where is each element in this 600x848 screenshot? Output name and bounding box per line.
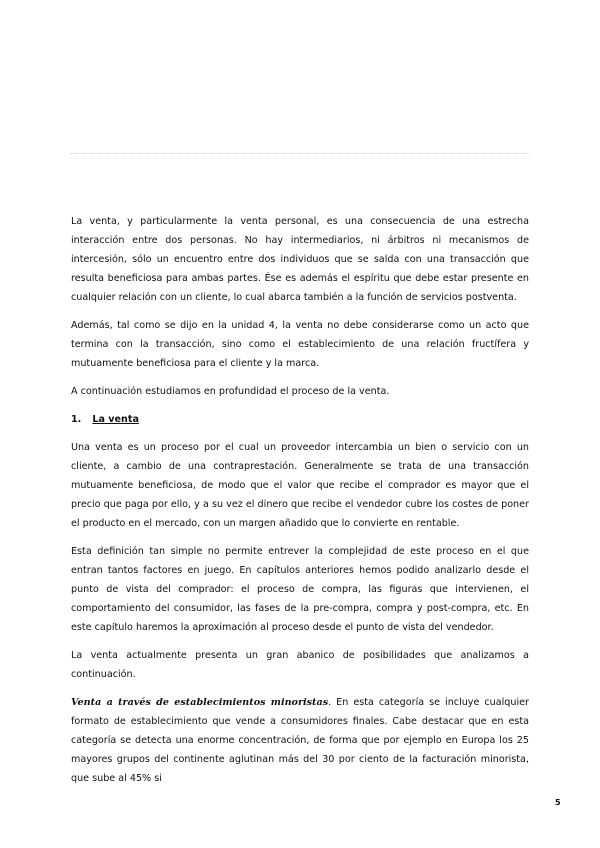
retail-lead: Venta a través de establecimientos minoristas — [71, 697, 329, 708]
retail-text: . En esta categoría se incluye cualquier formato de establecimiento que vende a consumidores finales. Cabe destacar que en esta categoría se detecta una enorme concentración, de forma que por ejemplo en Europa los 25 mayores grupos del continente aglutinan más del 30 por ciento de la facturación minorista, que sube al 45% si — [71, 697, 529, 784]
section-paragraph-3: La venta actualmente presenta un gran abanico de posibilidades que analizamos a continuación. — [71, 650, 529, 680]
intro-paragraph-3: A continuación estudiamos en profundidad el proceso de la venta. — [71, 386, 390, 397]
section-paragraph-2: Esta definición tan simple no permite entrever la complejidad de este proceso en el que entran tantos factores en juego. En capítulos anteriores hemos podido analizarlo desde el punto de vista del comprador: el proceso de compra, las figuras que intervienen, el comportamiento del consumidor, las fases de la pre-compra, compra y post-compra, etc. En este capítulo haremos la aproximación al proceso desde el punto de vista del vendedor. — [71, 546, 529, 633]
section-paragraph-1: Una venta es un proceso por el cual un proveedor intercambia un bien o servicio con un cliente, a cambio de una contraprestación. Generalmente se trata de una transacción mutuamente beneficiosa, de modo que el valor que recibe el comprador es mayor que el precio que paga por ello, y a su vez el dinero que recibe el vendedor cubre los costes de poner el producto en el mercado, con un margen añadido que lo convierte en rentable. — [71, 442, 529, 529]
retail-paragraph — [71, 693, 529, 788]
intro-paragraph-2: Además, tal como se dijo en la unidad 4, la venta no debe considerarse como un acto que termina con la transacción, sino como el establecimiento de una relación fructífera y mutuamente beneficiosa para el cliente y la marca. — [71, 320, 529, 369]
header-divider — [70, 153, 530, 154]
page-number: 5 — [555, 798, 561, 807]
section-title: La venta — [92, 414, 139, 425]
document-body — [71, 212, 529, 797]
section-heading — [71, 410, 529, 429]
intro-paragraph-1: La venta, y particularmente la venta personal, es una consecuencia de una estrecha interacción entre dos personas. No hay intermediarios, ni árbitros ni mecanismos de intercesión, sólo un encuentro entre dos individuos que se salda con una transacción que resulta beneficiosa para ambas partes. Ése es además el espíritu que debe estar presente en cualquier relación con un cliente, lo cual abarca también a la función de servicios postventa. — [71, 216, 529, 303]
section-number: 1. — [71, 414, 82, 425]
